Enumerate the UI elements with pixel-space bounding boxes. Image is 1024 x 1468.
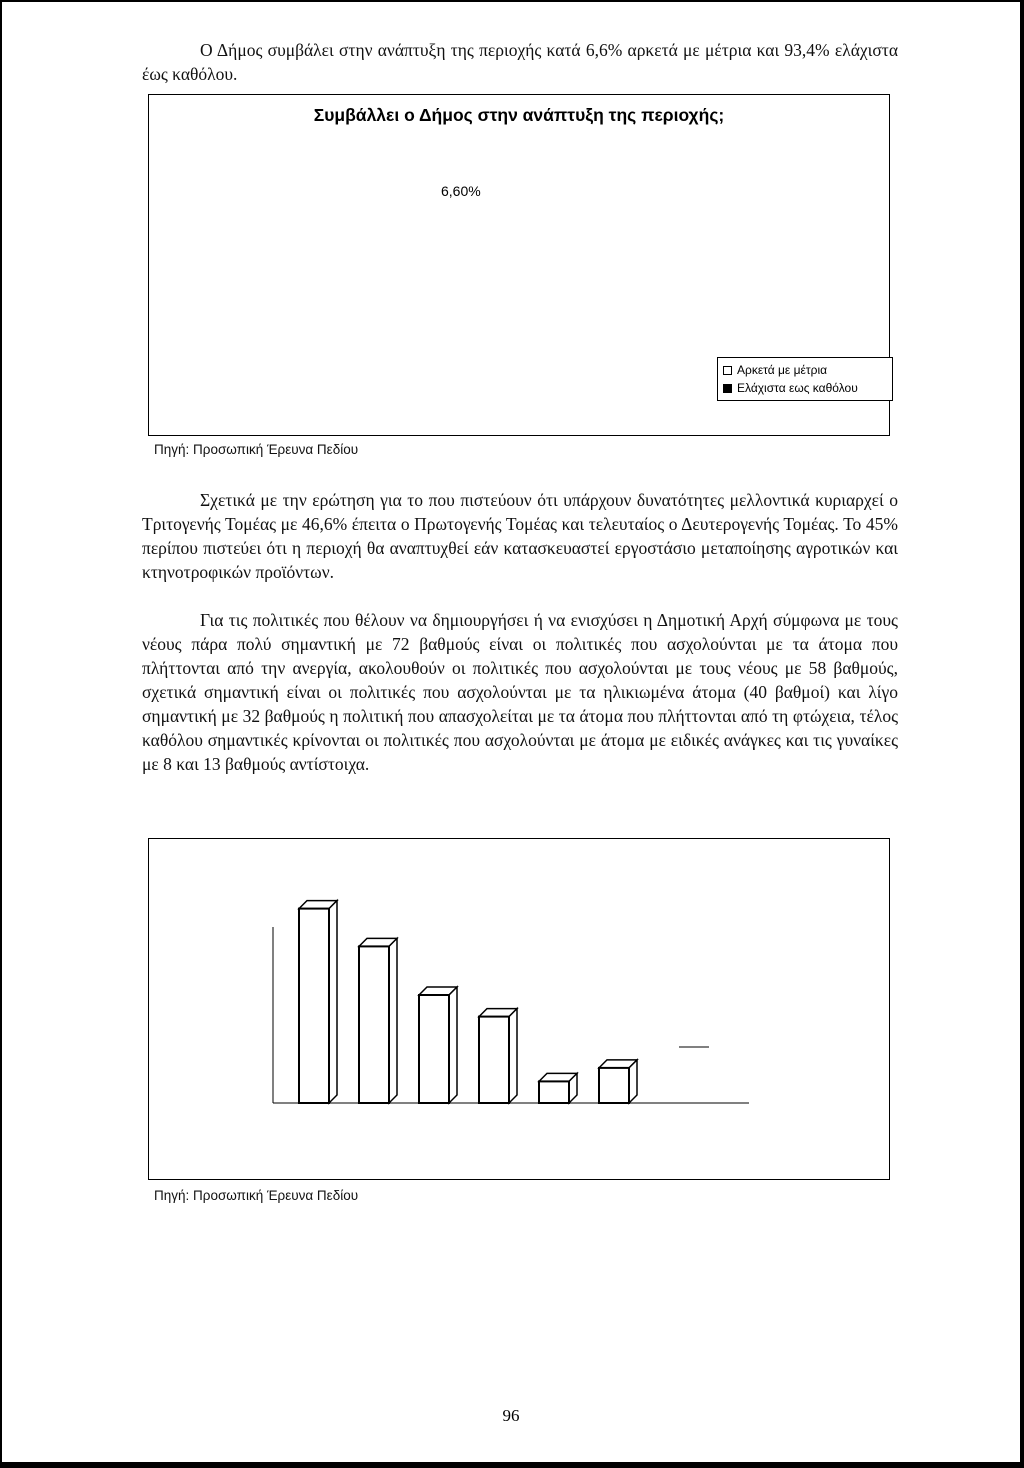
pie-slice-1 bbox=[369, 215, 529, 375]
bar-3 bbox=[479, 1017, 509, 1103]
bar-0 bbox=[299, 909, 329, 1103]
pie-data-label: 6,60% bbox=[441, 183, 481, 199]
policies-paragraph: Για τις πολιτικές που θέλουν να δημιουργήσει ή να ενισχύσει η Δημοτική Αρχή σύμφωνα με τους νέους πάρα πολύ σημαντική με 72 βαθμούς είναι οι πολιτικές που ασχολούνται με τα άτομα που πλήττονται από την ανεργία, ακολουθούν οι πολιτικές που ασχολούνται με τους νέους με 58 βαθμούς, σχετικά σημαντική είναι οι πολιτικές που ασχολούνται με τα ηλικιωμένα άτομα (40 βαθμοί) και λίγο σημαντική με 32 βαθμούς η πολιτική που απασχολείται με τα άτομα που πλήττονται από τη φτώχεια, τέλος καθόλου σημαντικές κρίνονται οι πολιτικές που ασχολούνται με άτομα με ειδικές ανάγκες και τις γυναίκες με 8 και 13 βαθμούς αντίστοιχα. bbox=[142, 610, 898, 774]
bar-chart-panel bbox=[148, 838, 890, 1180]
legend-item-little bbox=[723, 379, 887, 397]
legend-swatch-white bbox=[723, 366, 732, 375]
pie-legend bbox=[717, 357, 893, 401]
source-note-2: Πηγή: Προσωπική Έρευνα Πεδίου bbox=[154, 1188, 359, 1203]
bar-5 bbox=[599, 1068, 629, 1103]
source-note-1: Πηγή: Προσωπική Έρευνα Πεδίου bbox=[154, 442, 359, 457]
page-number: 96 bbox=[502, 1406, 520, 1425]
bar-1 bbox=[359, 946, 389, 1103]
bar-chart-svg bbox=[149, 839, 889, 1179]
bar-2 bbox=[419, 995, 449, 1103]
document-page bbox=[2, 2, 1020, 1462]
pie-chart-panel bbox=[148, 94, 890, 436]
bar-side-1 bbox=[389, 938, 397, 1103]
sectors-paragraph: Σχετικά με την ερώτηση για το που πιστεύουν ότι υπάρχουν δυνατότητες μελλοντικά κυριαρχεί ο Τριτογενής Τομέας με 46,6% έπειτα ο Πρωτογενής Τομέας και τελευταίος ο Δευτερογενής Τομέας. Το 45% περίπου πιστεύει ότι η περιοχή θα αναπτυχθεί εάν κατασκευαστεί εργοστάσιο μεταποίησης αγροτικών και κτηνοτροφικών προϊόντων. bbox=[142, 490, 898, 582]
bar-side-0 bbox=[329, 901, 337, 1103]
pie-chart-title: Συμβάλλει ο Δήμος στην ανάπτυξη της περιοχής; bbox=[313, 105, 725, 125]
legend-label-little: Ελάχιστα εως καθόλου bbox=[737, 381, 858, 395]
intro-paragraph: Ο Δήμος συμβάλει στην ανάπτυξη της περιοχής κατά 6,6% αρκετά με μέτρια και 93,4% ελάχιστα έως καθόλου. bbox=[142, 40, 898, 84]
legend-swatch-black bbox=[723, 384, 732, 393]
bar-side-3 bbox=[509, 1009, 517, 1103]
legend-item-moderate bbox=[723, 361, 887, 379]
bar-4 bbox=[539, 1081, 569, 1103]
bar-side-2 bbox=[449, 987, 457, 1103]
legend-label-moderate: Αρκετά με μέτρια bbox=[737, 363, 828, 377]
bar-side-5 bbox=[629, 1060, 637, 1103]
